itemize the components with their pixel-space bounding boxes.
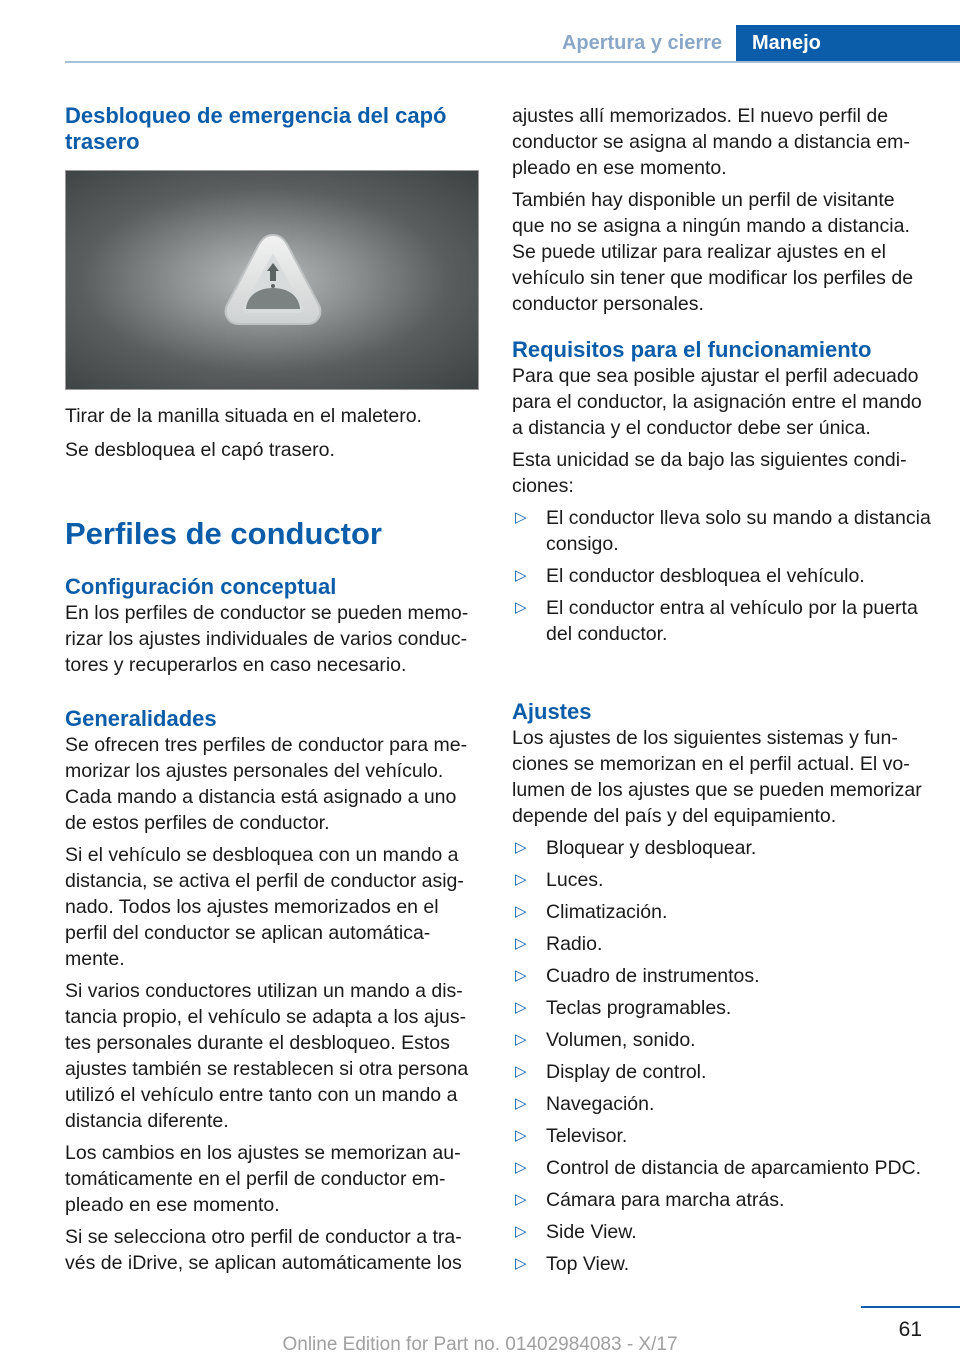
triangle-bullet-icon: ▷ <box>515 967 527 984</box>
list-item <box>512 1219 932 1245</box>
instruction-text: Tirar de la manilla situada en el maletero. <box>65 405 422 427</box>
uniqueness-text: Esta unicidad se da bajo las siguientes condiciones: <box>512 449 907 497</box>
heading-driver-profiles: Perfiles de conductor <box>65 516 382 551</box>
general-text-1: Se ofrecen tres perfiles de conductor para memorizar los ajustes personales del vehículo. Cada mando a distancia está asignado a uno de estos perfiles de conductor. <box>65 734 468 834</box>
requirements-text: Para que sea posible ajustar el perfil adecuado para el conductor, la asignación entre el mando a distancia y el conductor debe ser única. <box>512 365 922 439</box>
triangle-bullet-icon: ▷ <box>515 1095 527 1112</box>
triangle-bullet-icon: ▷ <box>515 839 527 856</box>
triangle-bullet-icon: ▷ <box>515 903 527 920</box>
footer-rule <box>861 1306 960 1308</box>
list-item-text: Radio. <box>546 933 603 955</box>
list-item <box>512 899 932 925</box>
list-item <box>512 835 932 861</box>
heading-concept: Configuración conceptual <box>65 574 337 599</box>
list-item <box>512 1155 932 1181</box>
edition-footer: Online Edition for Part no. 01402984083 - X/17 <box>282 1334 678 1355</box>
triangle-bullet-icon: ▷ <box>515 599 527 616</box>
list-item-text: Volumen, sonido. <box>546 1029 696 1051</box>
heading-requirements: Requisitos para el funcionamiento <box>512 337 872 362</box>
list-item-text: Control de distancia de aparcamiento PDC. <box>546 1157 922 1179</box>
list-item <box>512 595 932 647</box>
list-item-text: Bloquear y desbloquear. <box>546 837 757 859</box>
list-item <box>512 1123 932 1149</box>
list-item <box>512 931 932 957</box>
list-item-text: Luces. <box>546 869 604 891</box>
concept-text: En los perfiles de conductor se pueden memorizar los ajustes individuales de varios conductores y recuperarlos en caso necesario. <box>65 602 469 676</box>
triangle-bullet-icon: ▷ <box>515 1255 527 1272</box>
list-item-text: Display de control. <box>546 1061 707 1083</box>
triangle-bullet-icon: ▷ <box>515 509 527 526</box>
list-item <box>512 1027 932 1053</box>
list-item-text: El conductor lleva solo su mando a distancia consigo. <box>546 507 931 555</box>
list-item <box>512 505 932 557</box>
heading-general: Generalidades <box>65 706 217 731</box>
settings-text: Los ajustes de los siguientes sistemas y funciones se memorizan en el perfil actual. El volumen de los ajustes que se pueden memorizar depende del país y del equipamiento. <box>512 727 922 827</box>
triangle-bullet-icon: ▷ <box>515 935 527 952</box>
triangle-bullet-icon: ▷ <box>515 1159 527 1176</box>
continuation-text: ajustes allí memorizados. El nuevo perfil de conductor se asigna al mando a distancia empleado en ese momento. <box>512 105 910 179</box>
list-item-text: Televisor. <box>546 1125 628 1147</box>
general-text-2: Si el vehículo se desbloquea con un mando a distancia, se activa el perfil de conductor asignado. Todos los ajustes memorizados en el perfil del conductor se aplican automáticamente. <box>65 844 464 970</box>
triangle-bullet-icon: ▷ <box>515 1031 527 1048</box>
list-item <box>512 995 932 1021</box>
list-item-text: Top View. <box>546 1253 630 1275</box>
list-item-text: Navegación. <box>546 1093 655 1115</box>
list-item-text: Cámara para marcha atrás. <box>546 1189 785 1211</box>
list-item <box>512 1091 932 1117</box>
conditions-list <box>512 505 932 647</box>
triangle-bullet-icon: ▷ <box>515 1191 527 1208</box>
list-item-text: El conductor entra al vehículo por la puerta del conductor. <box>546 597 918 645</box>
triangle-bullet-icon: ▷ <box>515 1063 527 1080</box>
list-item <box>512 1187 932 1213</box>
list-item <box>512 1059 932 1085</box>
chapter-tab[interactable]: Manejo <box>736 25 960 61</box>
general-text-3: Si varios conductores utilizan un mando a distancia propio, el vehículo se adapta a los ajustes personales durante el desbloqueo. Estos ajustes también se restablecen si otra persona utilizó el vehículo entre tanto con un mando a distancia diferente. <box>65 980 469 1132</box>
triangle-bullet-icon: ▷ <box>515 999 527 1016</box>
result-text: Se desbloquea el capó trasero. <box>65 439 335 461</box>
trunk-release-figure <box>65 170 479 390</box>
list-item <box>512 867 932 893</box>
triangle-bullet-icon: ▷ <box>515 1223 527 1240</box>
page-number: 61 <box>898 1318 922 1341</box>
list-item-text: Teclas programables. <box>546 997 732 1019</box>
triangle-bullet-icon: ▷ <box>515 567 527 584</box>
general-text-4: Los cambios en los ajustes se memorizan automáticamente en el perfil de conductor empleado en ese momento. <box>65 1142 461 1216</box>
heading-emergency-release: Desbloqueo de emergencia del capó trasero <box>65 103 447 154</box>
triangle-bullet-icon: ▷ <box>515 1127 527 1144</box>
triangle-bullet-icon: ▷ <box>515 871 527 888</box>
list-item-text: El conductor desbloquea el vehículo. <box>546 565 865 587</box>
guest-profile-text: También hay disponible un perfil de visitante que no se asigna a ningún mando a distancia. Se puede utilizar para realizar ajustes en el vehículo sin tener que modificar los perfiles de conductor personales. <box>512 189 914 315</box>
section-tab[interactable]: Apertura y cierre <box>548 25 736 61</box>
list-item <box>512 1251 932 1277</box>
list-item-text: Cuadro de instrumentos. <box>546 965 760 987</box>
settings-list <box>512 835 932 1277</box>
list-item-text: Side View. <box>546 1221 637 1243</box>
heading-settings: Ajustes <box>512 699 592 724</box>
general-text-5: Si se selecciona otro perfil de conductor a través de iDrive, se aplican automáticamente los <box>65 1226 462 1274</box>
list-item <box>512 963 932 989</box>
header-rule <box>65 61 960 63</box>
list-item <box>512 563 932 589</box>
list-item-text: Climatización. <box>546 901 668 923</box>
trunk-release-handle-icon <box>66 171 479 390</box>
